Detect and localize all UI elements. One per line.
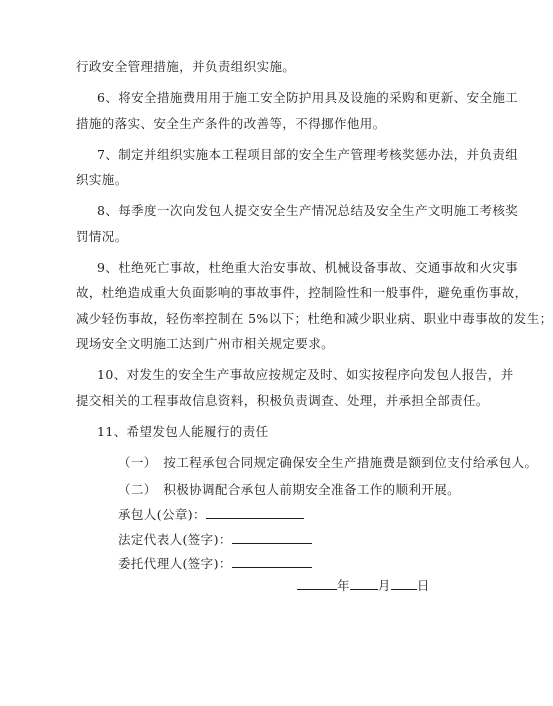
- paragraph-8-line-2: 罚情况。: [76, 229, 128, 244]
- agent-label: 委托代理人(签字)：: [118, 556, 232, 571]
- month-blank[interactable]: [350, 577, 378, 590]
- paragraph-6-line-2: 措施的落实、安全生产条件的改善等，不得挪作他用。: [76, 116, 386, 131]
- paragraph-11-item-2: （二） 积极协调配合承包人前期安全准备工作的顺利开展。: [118, 482, 461, 497]
- legal-rep-label: 法定代表人(签字)：: [118, 532, 232, 547]
- contractor-label: 承包人(公章)：: [118, 507, 206, 522]
- paragraph-7-line-2: 织实施。: [76, 172, 128, 187]
- legal-rep-signature-blank[interactable]: [232, 531, 312, 544]
- paragraph-11-heading: 11、希望发包人能履行的责任: [97, 424, 269, 439]
- paragraph-11-item-1: （一） 按工程承包合同规定确保安全生产措施费是额到位支付给承包人。: [118, 455, 538, 470]
- month-label: 月: [377, 578, 391, 593]
- date-row: [297, 577, 430, 594]
- paragraph-9-line-3: 减少轻伤事故，轻伤率控制在 5%以下；杜绝和减少职业病、职业中毒事故的发生；: [76, 311, 553, 326]
- paragraph-9-line-1: 9、杜绝死亡事故，杜绝重大治安事故、机械设备事故、交通事故和火灾事: [97, 260, 519, 275]
- agent-signature-row: [118, 555, 312, 572]
- paragraph-10-line-1: 10、对发生的安全生产事故应按规定及时、如实按程序向发包人报告，并: [97, 367, 514, 382]
- agent-signature-blank[interactable]: [232, 555, 312, 568]
- year-blank[interactable]: [297, 577, 337, 590]
- contractor-seal-blank[interactable]: [206, 506, 304, 519]
- paragraph-7-line-1: 7、制定并组织实施本工程项目部的安全生产管理考核奖惩办法，并负责组: [97, 147, 519, 162]
- day-label: 日: [416, 578, 430, 593]
- paragraph-10-line-2: 提交相关的工程事故信息资料，积极负责调查、处理，并承担全部责任。: [76, 393, 489, 408]
- legal-rep-signature-row: [118, 531, 312, 548]
- paragraph-5-tail: 行政安全管理措施，并负责组织实施。: [76, 59, 296, 74]
- day-blank[interactable]: [391, 577, 417, 590]
- contractor-signature-row: [118, 506, 304, 523]
- year-label: 年: [337, 578, 350, 593]
- paragraph-8-line-1: 8、每季度一次向发包人提交安全生产情况总结及安全生产文明施工考核奖: [97, 203, 519, 218]
- paragraph-9-line-2: 故，杜绝造成重大负面影响的事故事件，控制险性和一般事件，避免重伤事故，: [76, 285, 528, 300]
- paragraph-6-line-1: 6、将安全措施费用用于施工安全防护用具及设施的采购和更新、安全施工: [97, 90, 519, 105]
- paragraph-9-line-4: 现场安全文明施工达到广州市相关规定要求。: [76, 336, 335, 351]
